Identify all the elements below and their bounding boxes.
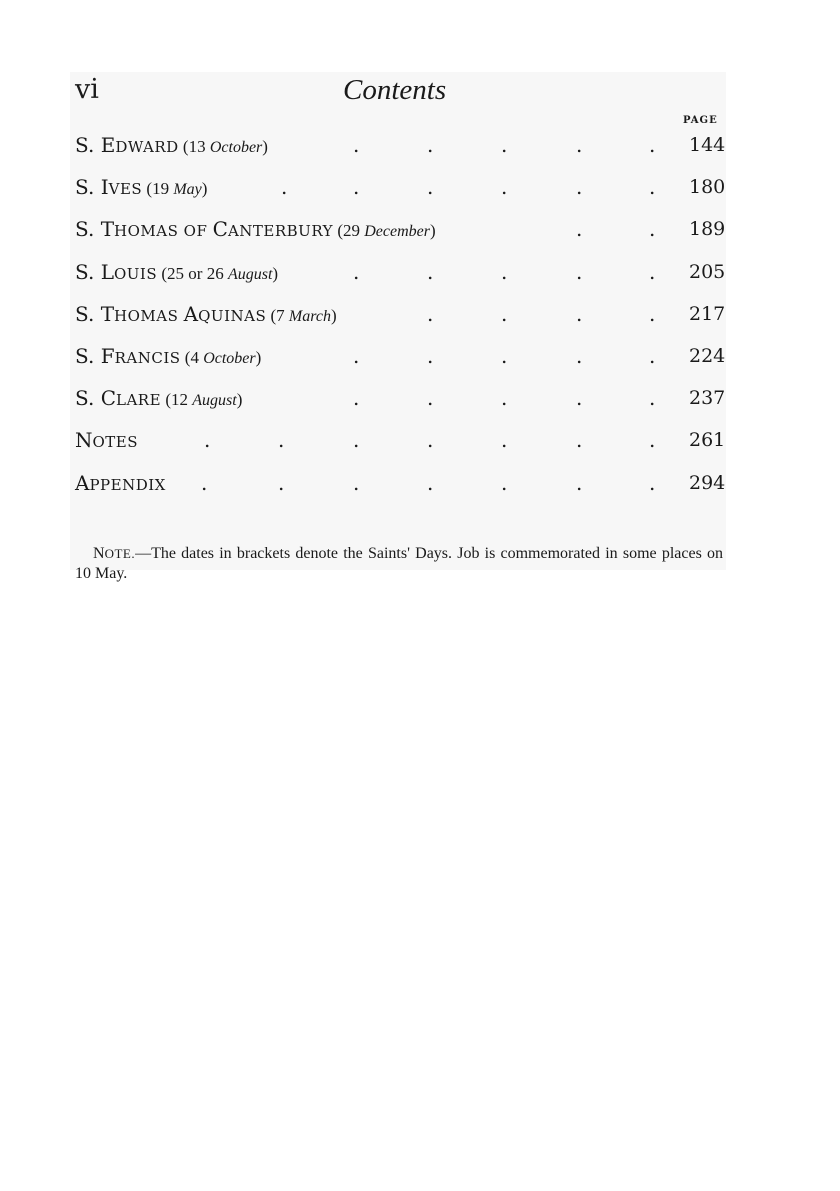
date-close: ) (330, 305, 337, 325)
entry-page-number: 261 (689, 429, 726, 452)
entry-prefix: S. (75, 301, 101, 326)
page-column-label: PAGE (683, 115, 718, 126)
date-close: ) (272, 263, 279, 283)
entry-initial: N (75, 428, 93, 453)
toc-entry[interactable] (75, 298, 725, 340)
leader-dot: . (649, 428, 656, 453)
entry-prefix: S. (75, 386, 101, 411)
entry-title (75, 467, 166, 501)
leader-dot: . (281, 175, 288, 200)
entry-prefix: S. (75, 175, 101, 200)
entry-name: LARE (116, 391, 162, 410)
entry-initial: T (100, 217, 115, 242)
entry-page-number: 189 (689, 218, 726, 241)
leader-dot: . (501, 175, 508, 200)
toc-entry[interactable] (75, 467, 725, 509)
leader-dot: . (501, 470, 508, 495)
leader-dot: . (576, 217, 583, 242)
entry-page-number: 217 (689, 302, 726, 325)
date-month: March (288, 307, 331, 325)
toc-entry[interactable] (75, 424, 725, 466)
entry-name: RANCIS (114, 348, 181, 367)
date-open: (29 (333, 221, 365, 241)
entry-title (75, 213, 436, 248)
entry-date (181, 348, 262, 367)
entry-date (142, 179, 207, 198)
entry-name: PPENDIX (89, 475, 166, 494)
entry-name: DWARD (115, 138, 179, 156)
entry-name: VES (108, 180, 143, 199)
toc-entry[interactable] (75, 382, 725, 424)
date-open: (7 (266, 305, 289, 325)
date-close: ) (262, 137, 268, 156)
entry-initial: L (100, 259, 114, 284)
entry-name: HOMAS OF (114, 222, 213, 241)
date-month: May (173, 181, 202, 199)
entry-initial-2: A (183, 301, 199, 326)
date-month: August (227, 265, 273, 283)
entry-page-number: 224 (689, 344, 726, 367)
footnote (75, 544, 723, 584)
leader-dot: . (353, 386, 360, 411)
date-open: (13 (178, 137, 210, 156)
leader-dot: . (204, 428, 211, 453)
leader-dot: . (501, 428, 508, 453)
entry-title (75, 298, 337, 333)
leader-dot: . (649, 301, 656, 326)
leader-dot: . (353, 259, 360, 284)
entry-title (75, 129, 268, 164)
date-close: ) (429, 221, 436, 241)
leader-dot: . (353, 175, 360, 200)
leader-dot: . (576, 301, 583, 326)
leader-dot: . (649, 343, 656, 368)
entry-date (161, 390, 242, 409)
leader-dot: . (501, 259, 508, 284)
entry-title (75, 256, 278, 291)
entry-prefix: S. (75, 259, 101, 284)
leader-dot: . (278, 428, 285, 453)
entry-name: OUIS (113, 264, 158, 283)
leader-dot: . (576, 133, 583, 157)
leader-dot: . (427, 428, 434, 453)
date-close: ) (255, 347, 262, 367)
entry-date (179, 137, 268, 156)
toc-entry[interactable] (75, 171, 725, 213)
entry-initial: T (100, 301, 115, 326)
entry-initial: A (75, 470, 90, 495)
leader-dot: . (427, 470, 434, 495)
entry-name-2: QUINAS (198, 306, 267, 325)
date-month: October (203, 349, 256, 367)
entry-title (75, 340, 261, 375)
leader-dot: . (501, 133, 508, 157)
entry-page-number: 180 (689, 176, 726, 199)
leader-dot: . (201, 470, 208, 495)
entry-date (333, 221, 436, 240)
entry-initial: C (100, 386, 117, 411)
leader-dot: . (649, 133, 656, 157)
leader-dot: . (278, 470, 285, 495)
entry-name-2: ANTERBURY (227, 222, 334, 241)
date-open: (4 (180, 347, 204, 367)
leader-dot: . (576, 470, 583, 495)
date-open: (25 or 26 (157, 263, 228, 283)
footnote-label: OTE. (104, 546, 136, 561)
toc-entry[interactable] (75, 340, 725, 382)
entry-title (75, 171, 207, 206)
entry-prefix: S. (75, 133, 101, 157)
entry-initial: I (100, 175, 109, 200)
leader-dot: . (649, 470, 656, 495)
leader-dot: . (427, 133, 434, 157)
entry-initial-2: C (212, 217, 228, 242)
entry-page-number: 144 (689, 134, 726, 156)
leader-dot: . (576, 175, 583, 200)
leader-dot: . (353, 133, 360, 157)
leader-dot: . (576, 386, 583, 411)
leader-dot: . (427, 386, 434, 411)
entry-page-number: 294 (689, 471, 726, 494)
entry-date (157, 264, 278, 283)
running-title: Contents (343, 74, 447, 106)
leader-dot: . (427, 259, 434, 284)
leader-dot: . (576, 259, 583, 284)
leader-dot: . (501, 386, 508, 411)
footnote-label-initial: N (93, 545, 105, 562)
entry-title (75, 424, 138, 458)
entry-initial: F (100, 343, 115, 368)
leader-dot: . (427, 343, 434, 368)
toc-entry[interactable] (75, 129, 725, 171)
entry-initial: E (100, 133, 116, 157)
leader-dot: . (353, 470, 360, 495)
leader-dot: . (427, 175, 434, 200)
entry-name: OTES (92, 433, 139, 452)
leader-dot: . (353, 343, 360, 368)
entry-name: HOMAS (114, 306, 184, 325)
leader-dot: . (649, 259, 656, 284)
leader-dot: . (576, 428, 583, 453)
leader-dot: . (649, 217, 656, 242)
entry-title (75, 382, 242, 417)
page-number: vi (75, 74, 99, 105)
entry-prefix: S. (75, 217, 101, 242)
entry-prefix: S. (75, 343, 101, 368)
leader-dot: . (501, 301, 508, 326)
table-of-contents (75, 129, 725, 509)
footnote-text: —The dates in brackets denote the Saints' Days. Job is commemorated in some places on 10 May. (75, 545, 723, 582)
leader-dot: . (353, 428, 360, 453)
entry-date (266, 306, 336, 325)
toc-entry[interactable] (75, 213, 725, 255)
leader-dot: . (427, 301, 434, 326)
leader-dot: . (649, 175, 656, 200)
leader-dot: . (649, 386, 656, 411)
date-close: ) (201, 179, 208, 199)
date-month: December (364, 223, 430, 241)
entry-page-number: 237 (689, 387, 726, 410)
leader-dot: . (576, 343, 583, 368)
date-close: ) (236, 390, 243, 410)
date-open: (12 (161, 390, 193, 410)
date-month: October (209, 139, 263, 156)
date-open: (19 (142, 179, 174, 199)
entry-page-number: 205 (689, 260, 726, 283)
leader-dot: . (501, 343, 508, 368)
toc-entry[interactable] (75, 256, 725, 298)
date-month: August (192, 392, 237, 410)
